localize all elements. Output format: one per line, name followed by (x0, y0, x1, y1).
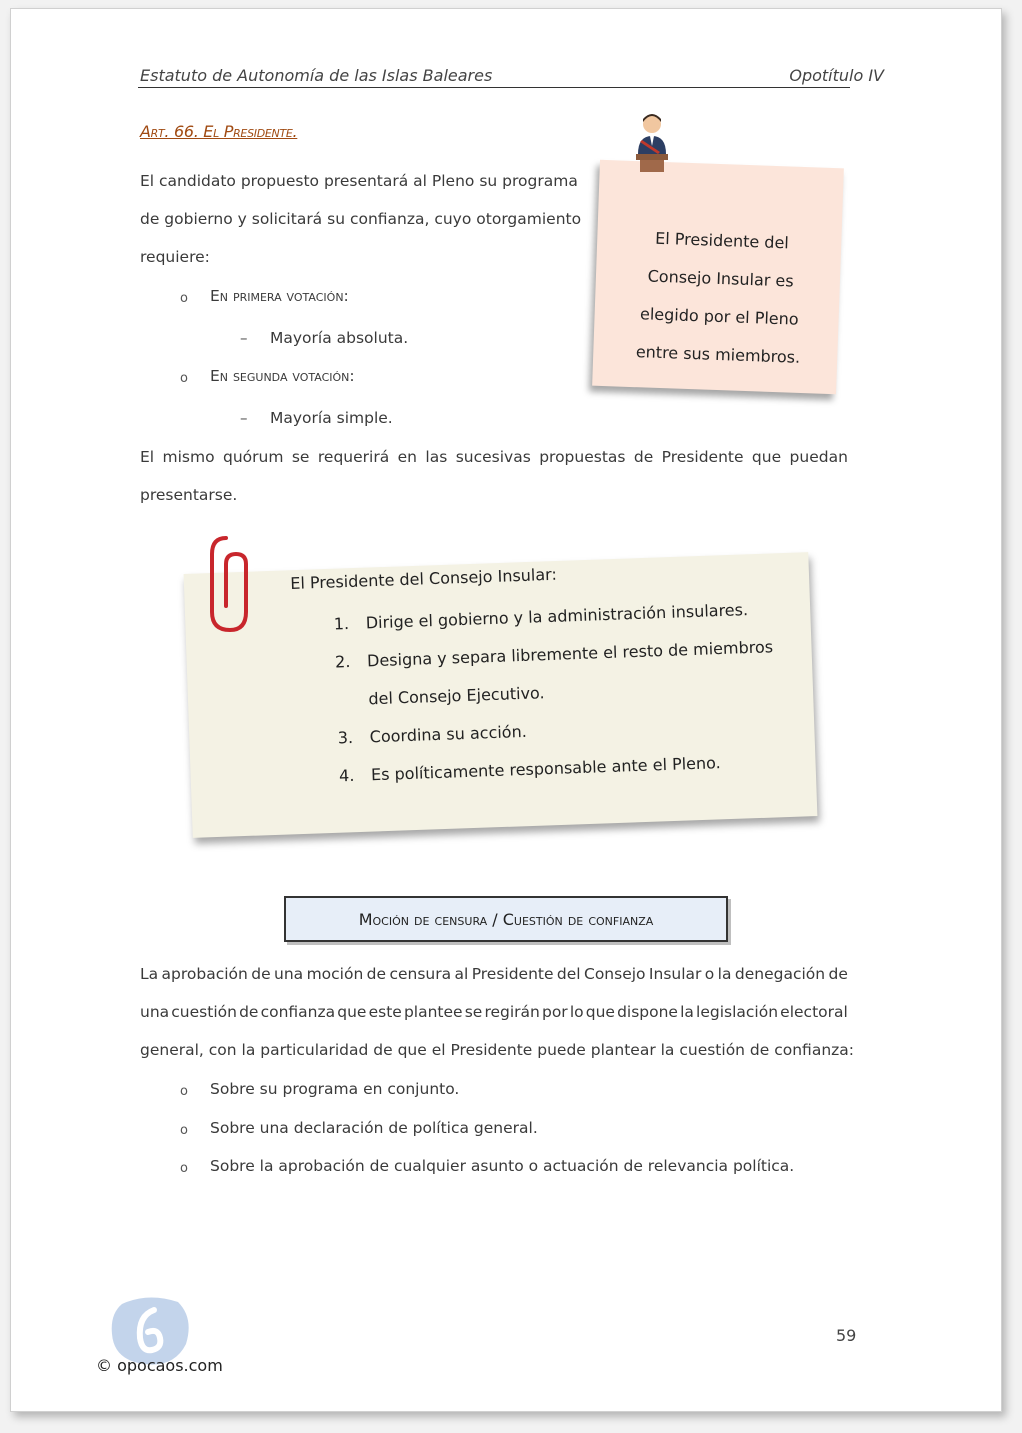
bullet-circle-icon: o (180, 371, 188, 386)
intro-line-3: requiere: (140, 248, 210, 266)
bullet-circle-icon: o (180, 1161, 188, 1176)
word: mismo (162, 448, 215, 466)
list-item-text: Designa y separa libremente el resto de miembros del Consejo Ejecutivo. (366, 637, 774, 709)
word: propuestas (539, 448, 626, 466)
bullet-circle-icon: o (180, 1084, 188, 1099)
item-second-vote: En segunda votación: (210, 367, 355, 385)
item-first-vote: En primera votación: (210, 287, 349, 305)
word: cuestión (171, 1003, 237, 1021)
item-first-vote-sub: Mayoría absoluta. (270, 329, 409, 347)
list-item-number: 3. (337, 727, 354, 748)
word: legislación (696, 1003, 779, 1021)
word: denegación (734, 965, 826, 983)
list-item-number: 4. (338, 765, 355, 786)
word: o (704, 965, 715, 983)
yellow-note-content (290, 557, 791, 797)
list-item-text: Coordina su acción. (369, 721, 528, 747)
dash-icon: – (240, 329, 248, 347)
word: que (585, 1003, 615, 1021)
word: puedan (789, 448, 848, 466)
word: Insular (648, 965, 702, 983)
yellow-note-heading: El Presidente del Consejo Insular: (290, 564, 558, 593)
word: la (717, 965, 732, 983)
word: sucesivas (455, 448, 531, 466)
word: por (541, 1003, 568, 1021)
closing-line-1 (140, 448, 848, 466)
paragraph-line-1 (140, 965, 848, 983)
word: que (751, 448, 782, 466)
word: Consejo (584, 965, 646, 983)
word: confianza (260, 1003, 336, 1021)
closing-line-2: presentarse. (140, 486, 238, 504)
word: regirán (484, 1003, 540, 1021)
word: una (140, 1003, 170, 1021)
speaker-at-podium-icon (630, 110, 674, 172)
word: dispone (617, 1003, 678, 1021)
paragraph-line-3: general, con la particularidad de que el Presidente puede plantear la cuestión de confianza: (140, 1041, 854, 1059)
paperclip-icon (204, 530, 264, 640)
bullet-circle-icon: o (180, 1123, 188, 1138)
word: moción (306, 965, 364, 983)
section-heading: Moción de censura / Cuestión de confianza (284, 896, 728, 942)
word: de (633, 448, 654, 466)
item-second-vote-sub: Mayoría simple. (270, 409, 393, 427)
page-number: 59 (836, 1326, 857, 1345)
intro-line-1: El candidato propuesto presentará al Pleno su programa (140, 172, 578, 190)
dash-icon: – (240, 409, 248, 427)
word: Presidente (471, 965, 554, 983)
word: del (556, 965, 581, 983)
word: quórum (223, 448, 284, 466)
word: se (464, 1003, 483, 1021)
article-title: Art. 66. El Presidente. (140, 122, 298, 141)
word: requerirá (317, 448, 390, 466)
word: lo (569, 1003, 584, 1021)
word: que (337, 1003, 367, 1021)
bullet-circle-icon: o (180, 291, 188, 306)
list-item-number: 2. (334, 651, 351, 672)
word: Presidente (661, 448, 744, 466)
word: censura (389, 965, 452, 983)
word: las (425, 448, 448, 466)
bullet-item: Sobre una declaración de política general. (210, 1119, 538, 1137)
word: de (366, 965, 387, 983)
word: se (291, 448, 310, 466)
bullet-item: Sobre su programa en conjunto. (210, 1080, 460, 1098)
word: una (274, 965, 304, 983)
word: de (251, 965, 271, 983)
copyright: © opocaos.com (96, 1356, 223, 1375)
bullet-item: Sobre la aprobación de cualquier asunto o actuación de relevancia política. (210, 1157, 795, 1175)
word: en (397, 448, 417, 466)
list-item-number: 1. (333, 613, 350, 634)
word: aprobación (161, 965, 248, 983)
word: al (454, 965, 469, 983)
header-divider (138, 87, 850, 88)
word: la (680, 1003, 694, 1021)
word: de (239, 1003, 259, 1021)
word: El (140, 448, 155, 466)
word: La (140, 965, 159, 983)
orange-note-text: El Presidente del Consejo Insular es elegido por el Pleno entre sus miembros. (635, 228, 801, 367)
word: electoral (780, 1003, 848, 1021)
intro-line-2: de gobierno y solicitará su confianza, cuyo otorgamiento (140, 210, 582, 228)
header-chapter: Opotítulo IV (789, 66, 884, 85)
list-item-text: Es políticamente responsable ante el Pleno. (370, 753, 722, 785)
word: de (828, 965, 848, 983)
paragraph-line-2 (140, 1003, 848, 1021)
word: plantee (403, 1003, 463, 1021)
header-title: Estatuto de Autonomía de las Islas Baleares (140, 66, 493, 85)
list-item-text: Dirige el gobierno y la administración insulares. (365, 600, 749, 633)
word: este (368, 1003, 402, 1021)
